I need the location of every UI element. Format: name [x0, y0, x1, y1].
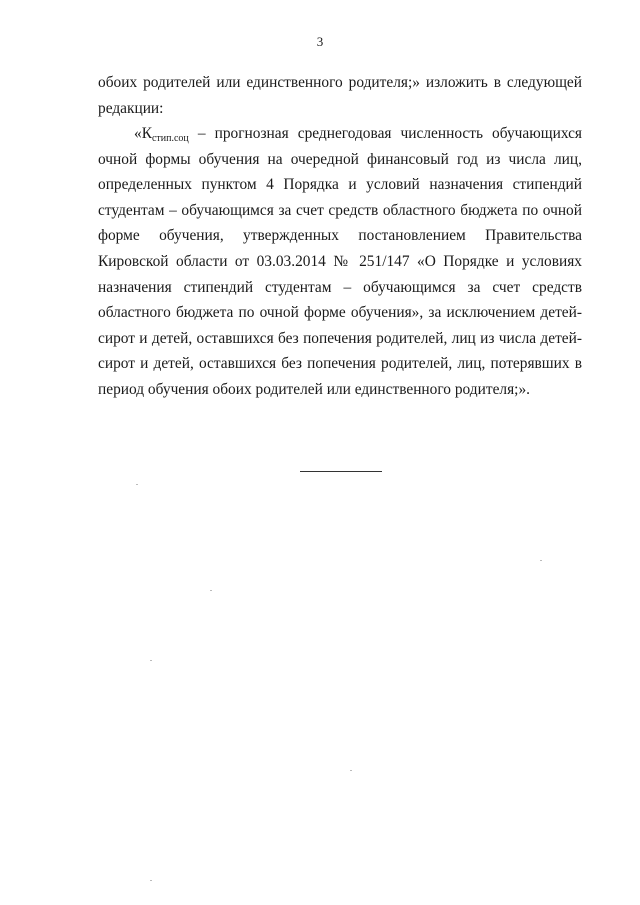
scan-speck	[136, 484, 138, 485]
scan-speck	[210, 590, 212, 591]
scan-speck	[150, 880, 152, 881]
page-number: 3	[316, 34, 324, 49]
scan-speck	[540, 560, 542, 561]
paragraph-intro: обоих родителей или единственного родителя;» изложить в следующей редакции:	[98, 74, 582, 117]
scan-speck	[150, 660, 152, 661]
symbol-subscript: стип.соц	[151, 133, 189, 144]
scan-speck	[350, 770, 352, 771]
paragraph-definition: «$К_{стип.соц}$ – прогнозная среднегодовая численность обучающихся очной формы обучения на очередной финансовый год из числа лиц, определенных пунктом 4 Порядка и условий назначения стипендий студентам – обучающимся за счет средств областного бюджета по очной форме обучения, утвержденных постановлением Правительства Кировской области от 03.03.2014 № 251/147 «О Порядке и условиях назначения стипендий студентам – обучающимся за счет средств областного бюджета по очной форме обучения», за исключением детей-сирот и детей, оставшихся без попечения родителей, лиц из числа детей-сирот и детей, оставшихся без попечения родителей, лиц, потерявших в период обучения обоих родителей или единственного родителя;».	[98, 125, 582, 398]
end-divider	[300, 471, 382, 472]
symbol-k: К	[141, 125, 152, 142]
definition-text: – прогнозная среднегодовая численность обучающихся очной формы обучения на очередной финансовый год из числа лиц, определенных пунктом 4 Порядка и условий назначения стипендий студентам – обучающимся за счет средств областного бюджета по очной форме обучения, утвержденных постановлением Правительства Кировской области от 03.03.2014 № 251/147 «О Порядке и условиях назначения стипендий студентам – обучающимся за счет средств областного бюджета по очной форме обучения», за исключением детей-сирот и детей, оставшихся без попечения родителей, лиц из числа детей-сирот и детей, оставшихся без попечения родителей, лиц, потерявших в период обучения обоих родителей или единственного родителя;».	[98, 125, 582, 398]
